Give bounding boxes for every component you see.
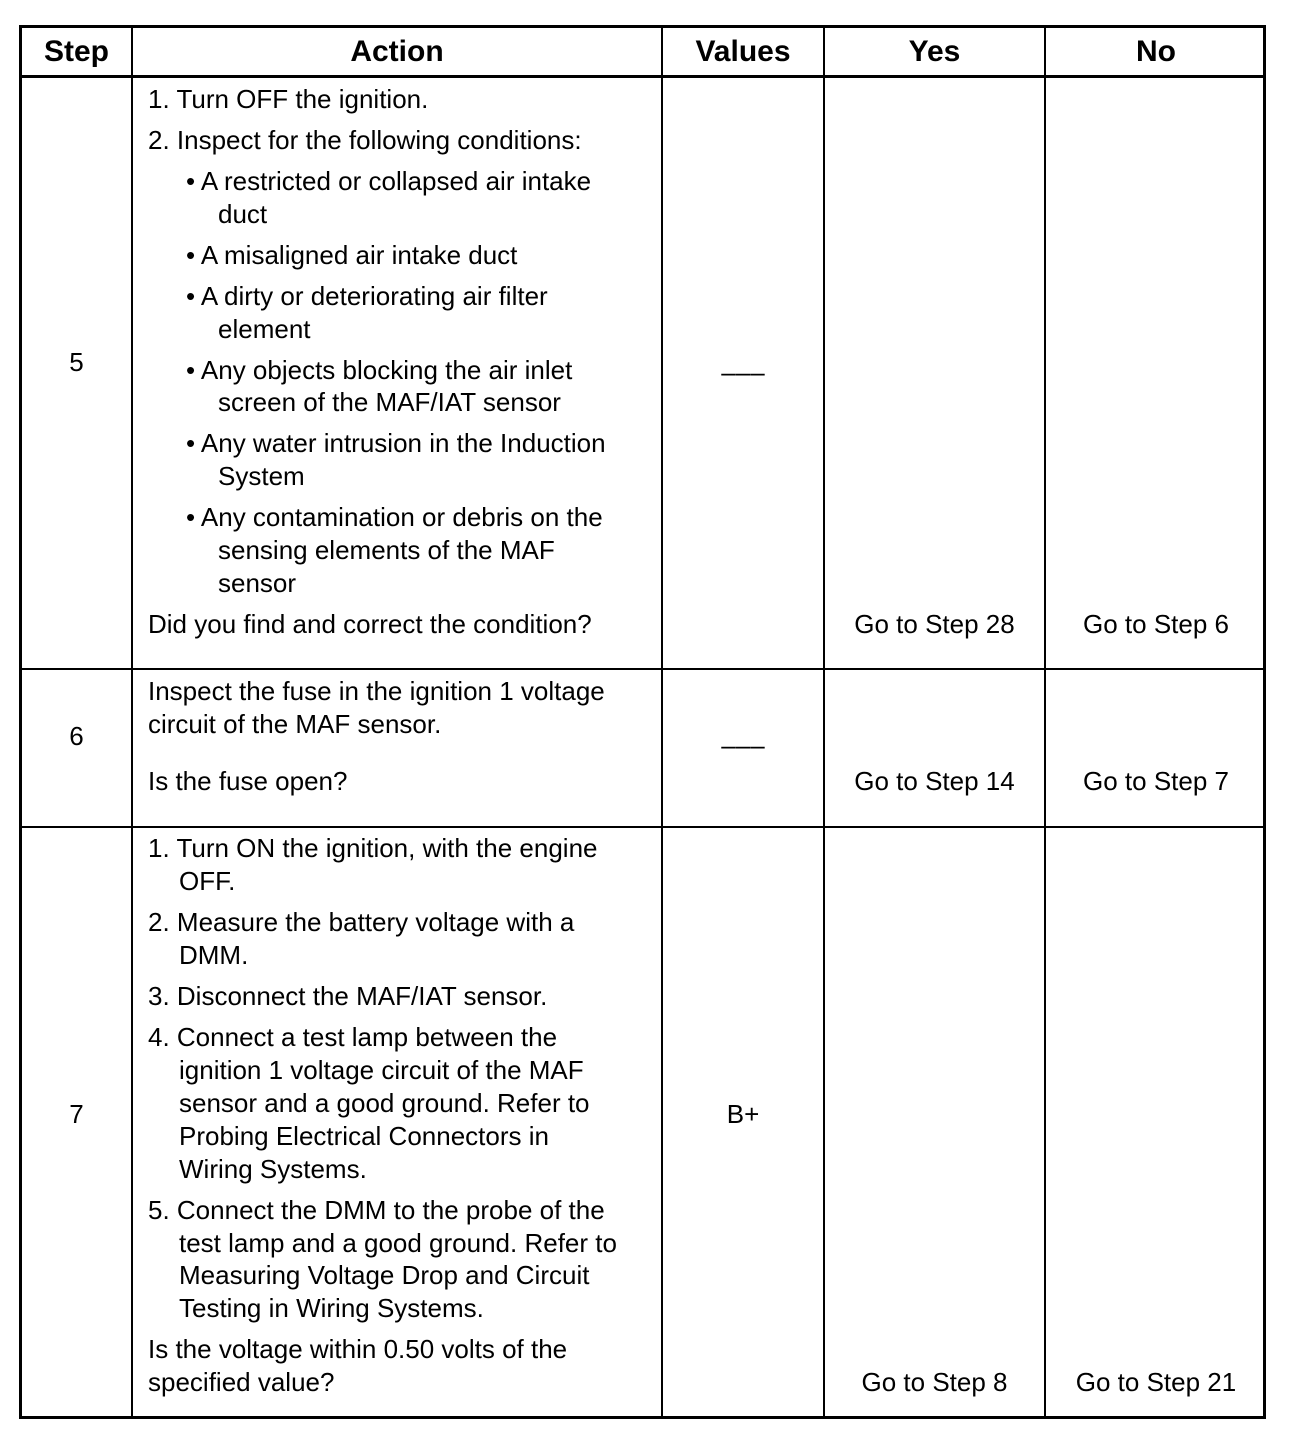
values-cell: B+ — [726, 1099, 760, 1129]
action-line: sensing elements of the MAF — [218, 535, 555, 565]
header-step: Step — [43, 35, 109, 68]
action-line: • Any objects blocking the air inlet — [186, 355, 573, 385]
diagnostic-table — [19, 25, 1266, 1419]
action-line: test lamp and a good ground. Refer to — [179, 1228, 617, 1258]
action-line: duct — [218, 199, 268, 229]
action-line: • Any water intrusion in the Induction — [186, 428, 606, 458]
action-line: 1. Turn ON the ignition, with the engine — [148, 833, 598, 863]
action-line: circuit of the MAF sensor. — [148, 709, 442, 739]
no-cell: Go to Step 6 — [1083, 609, 1229, 639]
action-line: Inspect the fuse in the ignition 1 voltage — [148, 676, 605, 706]
no-cell: Go to Step 21 — [1075, 1367, 1237, 1397]
action-line: element — [218, 314, 311, 344]
action-line: • A misaligned air intake duct — [186, 240, 518, 270]
action-line: Measuring Voltage Drop and Circuit — [179, 1260, 590, 1290]
values-cell: ––– — [721, 357, 765, 387]
action-line: 2. Measure the battery voltage with a — [148, 907, 575, 937]
header-no: No — [1136, 35, 1176, 68]
row-divider — [22, 668, 1263, 670]
action-question: specified value? — [148, 1367, 335, 1397]
column-divider — [661, 28, 663, 1416]
step-number: 7 — [69, 1099, 84, 1129]
action-line: 4. Connect a test lamp between the — [148, 1022, 558, 1052]
action-question: Is the fuse open? — [148, 766, 348, 796]
action-line: Wiring Systems. — [179, 1154, 367, 1184]
action-question: Did you find and correct the condition? — [148, 609, 592, 639]
yes-cell: Go to Step 8 — [861, 1367, 1008, 1397]
action-line: • Any contamination or debris on the — [186, 502, 603, 532]
action-line: Probing Electrical Connectors in — [179, 1121, 549, 1151]
header-action: Action — [350, 35, 444, 68]
action-line: screen of the MAF/IAT sensor — [218, 387, 561, 417]
action-line: System — [218, 461, 305, 491]
header-values: Values — [695, 35, 791, 68]
column-divider — [1044, 28, 1046, 1416]
yes-cell: Go to Step 14 — [854, 766, 1015, 796]
action-line: sensor and a good ground. Refer to — [179, 1088, 590, 1118]
header-yes: Yes — [908, 35, 961, 68]
action-line: 5. Connect the DMM to the probe of the — [148, 1195, 605, 1225]
action-line: 3. Disconnect the MAF/IAT sensor. — [148, 981, 548, 1011]
yes-cell: Go to Step 28 — [854, 609, 1015, 639]
action-line: ignition 1 voltage circuit of the MAF — [179, 1055, 584, 1085]
action-line: • A restricted or collapsed air intake — [186, 166, 592, 196]
column-divider — [131, 28, 133, 1416]
step-number: 5 — [69, 347, 84, 377]
action-line: sensor — [218, 568, 297, 598]
action-line: 2. Inspect for the following conditions: — [148, 125, 582, 155]
action-line: DMM. — [179, 940, 249, 970]
step-number: 6 — [69, 721, 84, 751]
action-line: 1. Turn OFF the ignition. — [148, 84, 429, 114]
action-line: Testing in Wiring Systems. — [179, 1293, 484, 1323]
values-cell: ––– — [721, 730, 765, 760]
action-line: OFF. — [179, 866, 236, 896]
no-cell: Go to Step 7 — [1083, 766, 1229, 796]
row-divider — [22, 826, 1263, 828]
action-question: Is the voltage within 0.50 volts of the — [148, 1334, 568, 1364]
column-divider — [823, 28, 825, 1416]
action-line: • A dirty or deteriorating air filter — [186, 281, 548, 311]
